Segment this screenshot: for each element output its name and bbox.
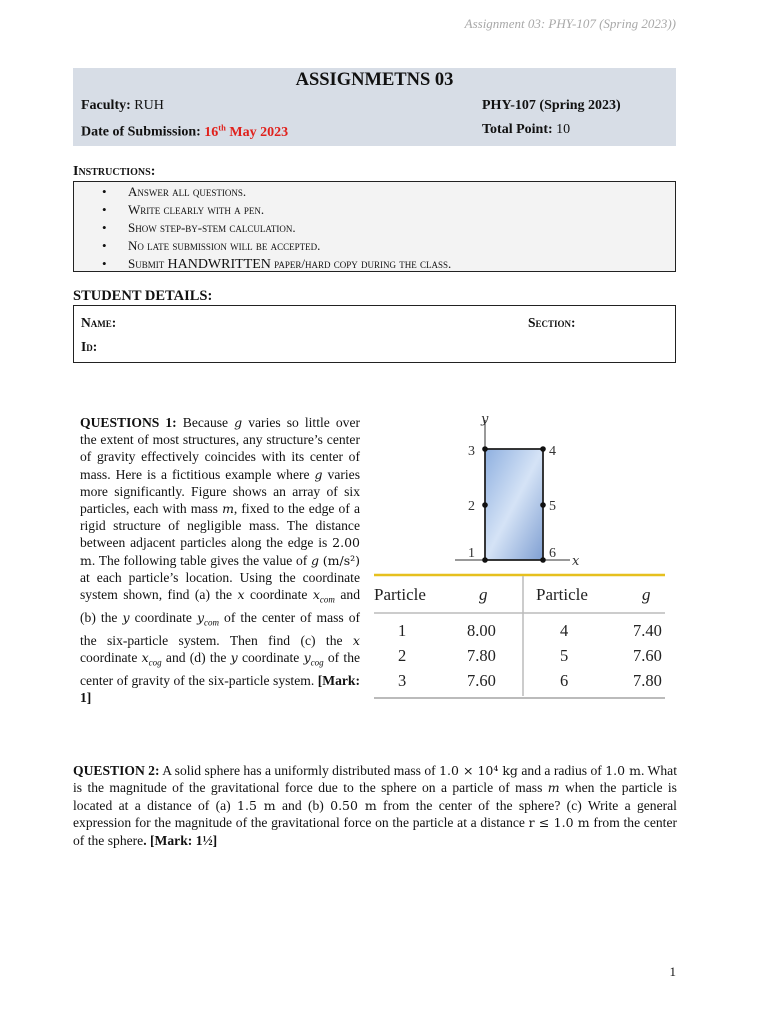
bullet-icon: • bbox=[102, 238, 107, 253]
bullet-icon: • bbox=[102, 184, 107, 199]
instruction-item: • Write clearly with a pen. bbox=[102, 202, 265, 217]
particle-4 bbox=[540, 446, 546, 452]
running-header: Assignment 03: PHY-107 (Spring 2023)) bbox=[464, 16, 676, 31]
section-label: Section: bbox=[528, 315, 576, 330]
id-label: Id: bbox=[81, 339, 98, 354]
table-cell: 1 bbox=[398, 621, 407, 640]
question-1-mark: [Mark: 1] bbox=[80, 673, 360, 706]
student-details-heading: STUDENT DETAILS: bbox=[73, 288, 213, 304]
table-cell: 7.60 bbox=[467, 671, 496, 690]
particle-2-label: 2 bbox=[468, 499, 475, 514]
table-cell: 7.80 bbox=[467, 646, 496, 665]
x-axis-label: x bbox=[572, 554, 580, 569]
table-header-g-right: g bbox=[642, 585, 651, 604]
faculty-line bbox=[81, 98, 164, 114]
bullet-icon: • bbox=[102, 202, 107, 217]
particle-3-label: 3 bbox=[468, 444, 475, 459]
bullet-icon: • bbox=[102, 256, 107, 271]
particle-5 bbox=[540, 502, 546, 508]
student-details-box bbox=[73, 305, 676, 363]
page-number: 1 bbox=[669, 964, 676, 979]
particle-4-label: 4 bbox=[549, 444, 556, 459]
instruction-item: • Submit HANDWRITTEN paper/hard copy during the class. bbox=[102, 256, 452, 272]
question-1-text: QUESTIONS 1: Because g varies so little over the extent of most structures, any structure’s center of gravity effectively coincides with its center of mass. Here is a fictitious example where g varies more significantly. Figure shows an array of six particles, each with mass m, fixed to the edge of a rigid structure of negligible mass. The distance between adjacent particles along the edge is 2.00 m. The following table gives the value of g (m/s²) at each particle’s location. Using the coordinate system shown, find (a) the x coordinate $x_{com}$ and (b) the y coordinate $y_{com}$ of the center of mass of the six-particle system. Then find (c) the x coordinate $x_{cog}$ and (d) the y coordinate $y_{cog}$ of the center of gravity of the six-particle system. [Mark: 1] bbox=[80, 415, 361, 706]
instructions-list bbox=[102, 183, 451, 274]
particle-6 bbox=[540, 557, 546, 563]
table-cell: 4 bbox=[560, 621, 569, 640]
question-1-label: QUESTIONS 1: bbox=[80, 415, 177, 430]
course-code: PHY-107 (Spring 2023) bbox=[482, 98, 621, 113]
table-cell: 2 bbox=[398, 646, 407, 665]
instruction-item: • Show step-by-stem calculation. bbox=[102, 220, 296, 235]
particle-6-label: 6 bbox=[549, 546, 556, 561]
rigid-structure bbox=[485, 449, 543, 560]
faculty-label: Faculty: bbox=[81, 98, 131, 113]
name-label: Name: bbox=[81, 315, 117, 330]
particle-figure bbox=[370, 410, 670, 710]
question-2-mark: . [Mark: 1½] bbox=[143, 832, 218, 848]
particle-1 bbox=[482, 557, 488, 563]
table-header-particle-right: Particle bbox=[536, 585, 588, 604]
instructions-box bbox=[73, 181, 676, 272]
table-cell: 8.00 bbox=[467, 621, 496, 640]
instruction-item: • No late submission will be accepted. bbox=[102, 238, 321, 253]
assignment-title: ASSIGNMETNS 03 bbox=[295, 70, 454, 90]
date-value: 16th May 2023 bbox=[204, 122, 289, 140]
y-axis-label: y bbox=[481, 412, 489, 427]
points-label: Total Point: bbox=[482, 122, 553, 137]
table-cell: 7.40 bbox=[633, 621, 662, 640]
question-2-text: QUESTION 2: A solid sphere has a uniformly distributed mass of 1.0 × 10⁴ kg and a radius of 1.0 m. What is the magnitude of the gravitational force due to the sphere on a particle of mass m when the particle is located at a distance of (a) 1.5 m and (b) 0.50 m from the center of the sphere? (c) Write a general expression for the magnitude of the gravitational force on the particle at a distance r ≤ 1.0 m from the center of the sphere. [Mark: 1½] bbox=[73, 763, 678, 848]
faculty-value: RUH bbox=[134, 98, 164, 113]
date-label: Date of Submission: bbox=[81, 124, 201, 140]
table-cell: 3 bbox=[398, 671, 407, 690]
table-cell: 7.60 bbox=[633, 646, 662, 665]
table-header-particle-left: Particle bbox=[374, 585, 426, 604]
total-points-line bbox=[482, 122, 570, 138]
table-header-g-left: g bbox=[479, 585, 488, 604]
bullet-icon: • bbox=[102, 220, 107, 235]
table-cell: 5 bbox=[560, 646, 569, 665]
particle-2 bbox=[482, 502, 488, 508]
particle-5-label: 5 bbox=[549, 499, 556, 514]
handwritten-emphasis: HANDWRITTEN bbox=[167, 257, 271, 272]
submission-date-line bbox=[81, 122, 288, 141]
particle-1-label: 1 bbox=[468, 546, 475, 561]
points-value: 10 bbox=[556, 122, 571, 137]
particle-3 bbox=[482, 446, 488, 452]
instruction-item: • Answer all questions. bbox=[102, 184, 247, 199]
title-block bbox=[73, 68, 676, 146]
question-2-label: QUESTION 2: bbox=[73, 763, 160, 778]
instructions-heading: Instructions: bbox=[73, 164, 156, 179]
table-cell: 6 bbox=[560, 671, 569, 690]
table-cell: 7.80 bbox=[633, 671, 662, 690]
